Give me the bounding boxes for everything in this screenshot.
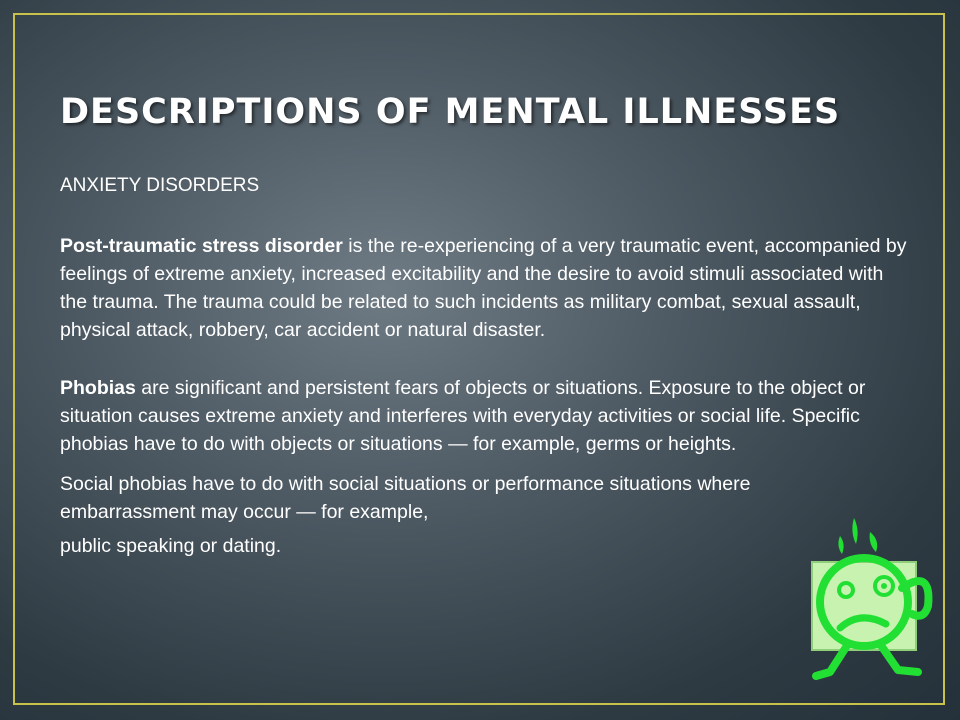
ptsd-description: is the re-experiencing of a very traumatic event, accompanied by feelings of extreme anxiety, increased excitability and the desire to avoid stimuli associated with the trauma. The trauma could be related to such incidents as military combat, sexual assault, physical attack, robbery, car accident or natural disaster. (60, 235, 907, 341)
slide-content (60, 172, 910, 560)
phobias-description: are significant and persistent fears of objects or situations. Exposure to the object or situation causes extreme anxiety and interferes with everyday activities or social life. Specific phobias have to do with objects or situations — for example, germs or heights. (60, 377, 866, 455)
section-heading: ANXIETY DISORDERS (60, 175, 260, 196)
ptsd-term: Post-traumatic stress disorder (60, 235, 343, 257)
phobias-term: Phobias (60, 377, 136, 399)
phobias-paragraph (60, 374, 910, 458)
ptsd-paragraph (60, 232, 910, 344)
slide-title: DESCRIPTIONS OF MENTAL ILLNESSES (60, 92, 841, 132)
worried-green-character-icon (800, 510, 950, 695)
social-phobias-paragraph: Social phobias have to do with social situations or performance situations where embarrassment may occur — for example, (60, 473, 751, 523)
social-phobias-paragraph-end: public speaking or dating. (60, 535, 282, 557)
